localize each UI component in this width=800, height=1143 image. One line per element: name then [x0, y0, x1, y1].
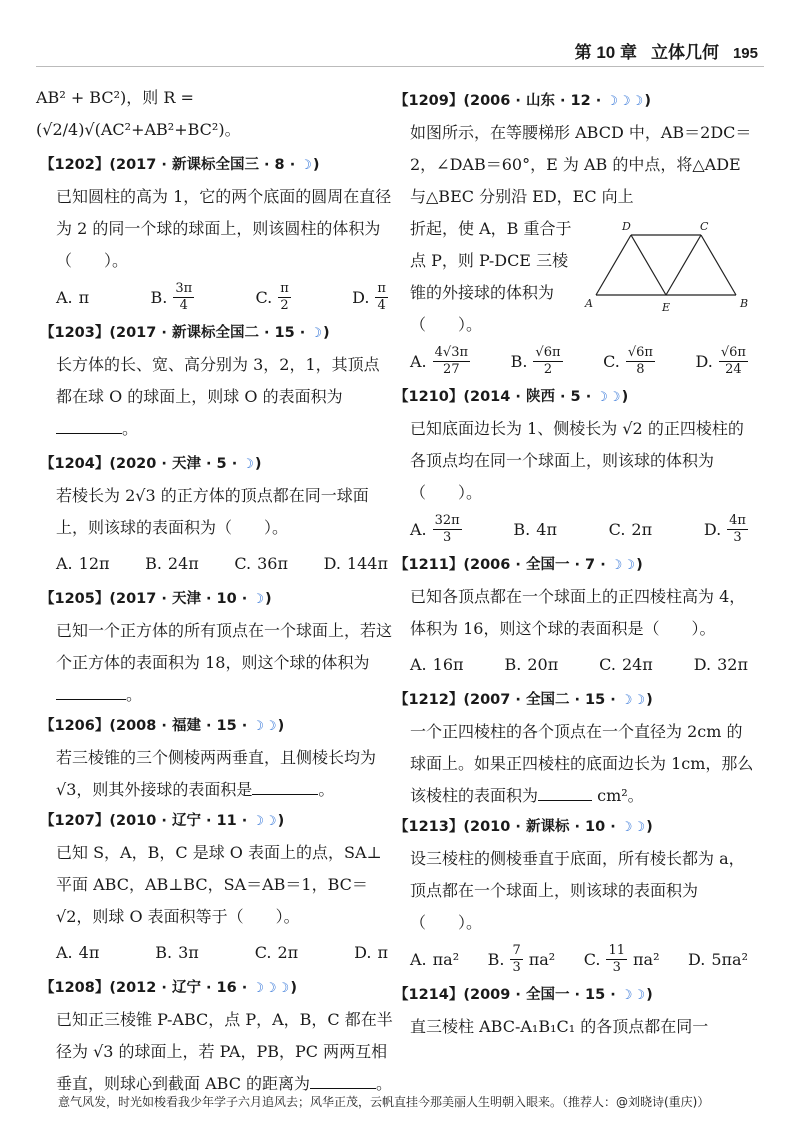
difficulty-moon-icon: ☽	[310, 326, 323, 341]
difficulty-moon-icon: ☽	[300, 158, 313, 173]
difficulty-moon-icon: ☽☽	[596, 390, 622, 405]
option-a[interactable]: A. 12π	[56, 554, 110, 573]
option-a[interactable]: A. $\frac{32\pi}{3}$	[410, 513, 460, 545]
question-header: 【1207】(2010 · 辽宁 · 11 · ☽☽)	[40, 813, 285, 829]
difficulty-moon-icon: ☽	[242, 457, 255, 472]
answer-blank[interactable]	[538, 785, 592, 801]
question-1206	[40, 711, 394, 806]
option-b[interactable]: B. $\frac{7}{3}$ πa²	[487, 943, 556, 975]
answer-options	[404, 341, 754, 382]
previous-answer-tail: AB² + BC²)，则 R = (√2/4)√(AC²+AB²+BC²)。	[36, 88, 241, 139]
answer-blank[interactable]	[56, 418, 122, 434]
answer-options	[404, 939, 754, 980]
option-d[interactable]: D. 32π	[693, 655, 748, 674]
answer-options	[50, 933, 394, 973]
answer-blank[interactable]	[56, 684, 126, 700]
question-1210	[394, 382, 754, 550]
question-header: 【1213】(2010 · 新课标 · 10 · ☽☽)	[394, 819, 653, 835]
difficulty-moon-icon: ☽☽☽	[252, 981, 291, 996]
question-header: 【1205】(2017 · 天津 · 10 · ☽)	[40, 591, 272, 607]
chapter-topic: 立体几何	[650, 43, 719, 62]
option-a[interactable]: A. $\frac{4√3\pi}{27}$	[410, 345, 469, 377]
question-text: 一个正四棱柱的各个顶点在一个直径为 2cm 的球面上。如果正四棱柱的底面边长为 1cm，那么该棱柱的表面积为 cm²。	[410, 722, 754, 805]
edge-ed	[631, 235, 666, 295]
label-a: A	[585, 297, 593, 310]
question-header: 【1211】(2006 · 全国一 · 7 · ☽☽)	[394, 557, 643, 573]
option-c[interactable]: C. 2π	[608, 519, 653, 539]
difficulty-moon-icon: ☽☽	[620, 988, 647, 1003]
answer-options	[50, 544, 394, 584]
difficulty-moon-icon: ☽☽	[620, 693, 647, 708]
label-e: E	[662, 301, 671, 314]
page-number: 195	[732, 45, 758, 62]
answer-options	[50, 277, 394, 318]
option-c[interactable]: C. $\frac{\pi}{2}$	[255, 281, 289, 313]
difficulty-moon-icon: ☽☽	[252, 719, 278, 734]
question-header: 【1206】(2008 · 福建 · 15 · ☽☽)	[40, 718, 285, 734]
option-b[interactable]: B. $\frac{3\pi}{4}$	[150, 281, 193, 313]
question-text: 若棱长为 2√3 的正方体的顶点都在同一球面上，则该球的表面积为（ ）。	[56, 486, 369, 537]
question-1209	[394, 86, 754, 382]
answer-blank[interactable]	[252, 779, 318, 795]
option-c[interactable]: C. 36π	[234, 554, 288, 573]
question-text-continued: 折起，使 A，B 重合于点 P，则 P-DCE 三棱锥的外接球的体积为（ ）。	[410, 219, 572, 334]
question-text: 直三棱柱 ABC-A₁B₁C₁ 的各顶点都在同一	[410, 1017, 709, 1036]
question-text: 已知一个正方体的所有顶点在一个球面上，若这个正方体的表面积为 18，则这个球的体积为。	[56, 621, 393, 704]
header-rule	[36, 66, 764, 67]
option-b[interactable]: B. 20π	[504, 655, 559, 674]
question-1214	[394, 980, 754, 1043]
question-text: 已知 S，A，B，C 是球 O 表面上的点，SA⊥平面 ABC，AB⊥BC，SA＝AB＝1，BC＝√2，则球 O 表面积等于（ ）。	[56, 843, 382, 926]
edge-ad	[596, 235, 631, 295]
option-d[interactable]: D. $\frac{√6\pi}{24}$	[695, 345, 746, 377]
question-text: 若三棱锥的三个侧棱两两垂直，且侧棱长均为 √3，则其外接球的表面积是 。	[56, 748, 377, 799]
question-1212	[394, 685, 754, 812]
difficulty-moon-icon: ☽	[252, 592, 265, 607]
label-c: C	[700, 220, 709, 233]
option-d[interactable]: D. 144π	[323, 554, 388, 573]
option-b[interactable]: B. 3π	[155, 943, 199, 962]
answer-options	[404, 645, 754, 685]
answer-blank[interactable]	[310, 1073, 376, 1089]
option-d[interactable]: D. $\frac{\pi}{4}$	[352, 281, 386, 313]
question-1204	[40, 449, 394, 584]
question-1205	[40, 584, 394, 711]
question-text: 已知底面边长为 1、侧棱长为 √2 的正四棱柱的各顶点均在同一个球面上，则该球的体积为（ ）。	[410, 419, 744, 502]
option-a[interactable]: A. 4π	[56, 943, 100, 962]
left-column	[36, 82, 394, 1100]
option-d[interactable]: D. π	[354, 943, 388, 962]
question-1213	[394, 812, 754, 980]
edge-bc	[701, 235, 736, 295]
question-header: 【1202】(2017 · 新课标全国三 · 8 · ☽)	[40, 157, 320, 173]
difficulty-moon-icon: ☽☽	[610, 558, 637, 573]
question-text: 如图所示，在等腰梯形 ABCD 中，AB＝2DC＝2，∠DAB＝60°，E 为 AB 的中点，将△ADE 与△BEC 分别沿 ED，EC 向上	[410, 123, 752, 206]
question-text: 设三棱柱的侧棱垂直于底面，所有棱长都为 a，顶点都在一个球面上，则该球的表面积为（ ）。	[410, 849, 745, 932]
page-header	[575, 38, 758, 63]
right-column	[394, 86, 754, 1043]
option-b[interactable]: B. 24π	[145, 554, 199, 573]
question-header: 【1210】(2014 · 陕西 · 5 · ☽☽)	[394, 389, 629, 405]
option-c[interactable]: C. $\frac{√6\pi}{8}$	[603, 345, 653, 377]
difficulty-moon-icon: ☽☽	[252, 814, 278, 829]
question-header: 【1214】(2009 · 全国一 · 15 · ☽☽)	[394, 987, 653, 1003]
question-header: 【1212】(2007 · 全国二 · 15 · ☽☽)	[394, 692, 653, 708]
edge-ec	[666, 235, 701, 295]
trapezoid-figure	[584, 217, 754, 315]
question-text: 长方体的长、宽、高分别为 3，2，1，其顶点都在球 O 的球面上，则球 O 的表面积为。	[56, 355, 380, 438]
label-b: B	[740, 297, 749, 310]
question-1207	[40, 806, 394, 973]
answer-options	[404, 509, 754, 550]
question-header: 【1203】(2017 · 新课标全国二 · 15 · ☽)	[40, 325, 330, 341]
option-b[interactable]: B. $\frac{√6\pi}{2}$	[510, 345, 561, 377]
option-c[interactable]: C. $\frac{11}{3}$ πa²	[583, 943, 660, 975]
option-d[interactable]: D. 5πa²	[687, 949, 748, 969]
question-1203	[40, 318, 394, 445]
question-text: 已知各顶点都在一个球面上的正四棱柱高为 4，体积为 16，则这个球的表面积是（ ）。	[410, 587, 746, 638]
question-1202	[40, 150, 394, 318]
question-1208	[40, 973, 394, 1100]
option-c[interactable]: C. 2π	[254, 943, 299, 962]
question-text: 已知正三棱锥 P-ABC，点 P，A，B，C 都在半径为 √3 的球面上，若 PA，PB，PC 两两互相垂直，则球心到截面 ABC 的距离为 。	[56, 1010, 393, 1093]
option-a[interactable]: A. 16π	[410, 655, 464, 674]
question-header: 【1208】(2012 · 辽宁 · 16 · ☽☽☽)	[40, 980, 297, 996]
question-1211	[394, 550, 754, 685]
question-header: 【1204】(2020 · 天津 · 5 · ☽)	[40, 456, 262, 472]
chapter-label: 第 10 章	[574, 43, 637, 62]
option-a[interactable]: A. π	[56, 287, 90, 307]
difficulty-moon-icon: ☽☽☽	[606, 94, 645, 109]
label-d: D	[622, 220, 631, 233]
option-b[interactable]: B. 4π	[513, 519, 557, 539]
option-a[interactable]: A. πa²	[410, 949, 460, 969]
question-header: 【1209】(2006 · 山东 · 12 · ☽☽☽)	[394, 93, 651, 109]
difficulty-moon-icon: ☽☽	[620, 820, 647, 835]
question-text: 已知圆柱的高为 1，它的两个底面的圆周在直径为 2 的同一个球的球面上，则该圆柱的体积为（ ）。	[56, 187, 392, 270]
option-c[interactable]: C. 24π	[599, 655, 653, 674]
page-footer-quote: 意气风发，时光如梭看我少年学子六月追风去；风华正茂，云帆直挂今那美丽人生明朝入眼来。（推荐人：@刘晓诗(重庆)）	[58, 1095, 710, 1109]
option-d[interactable]: D. $\frac{4\pi}{3}$	[703, 513, 746, 545]
